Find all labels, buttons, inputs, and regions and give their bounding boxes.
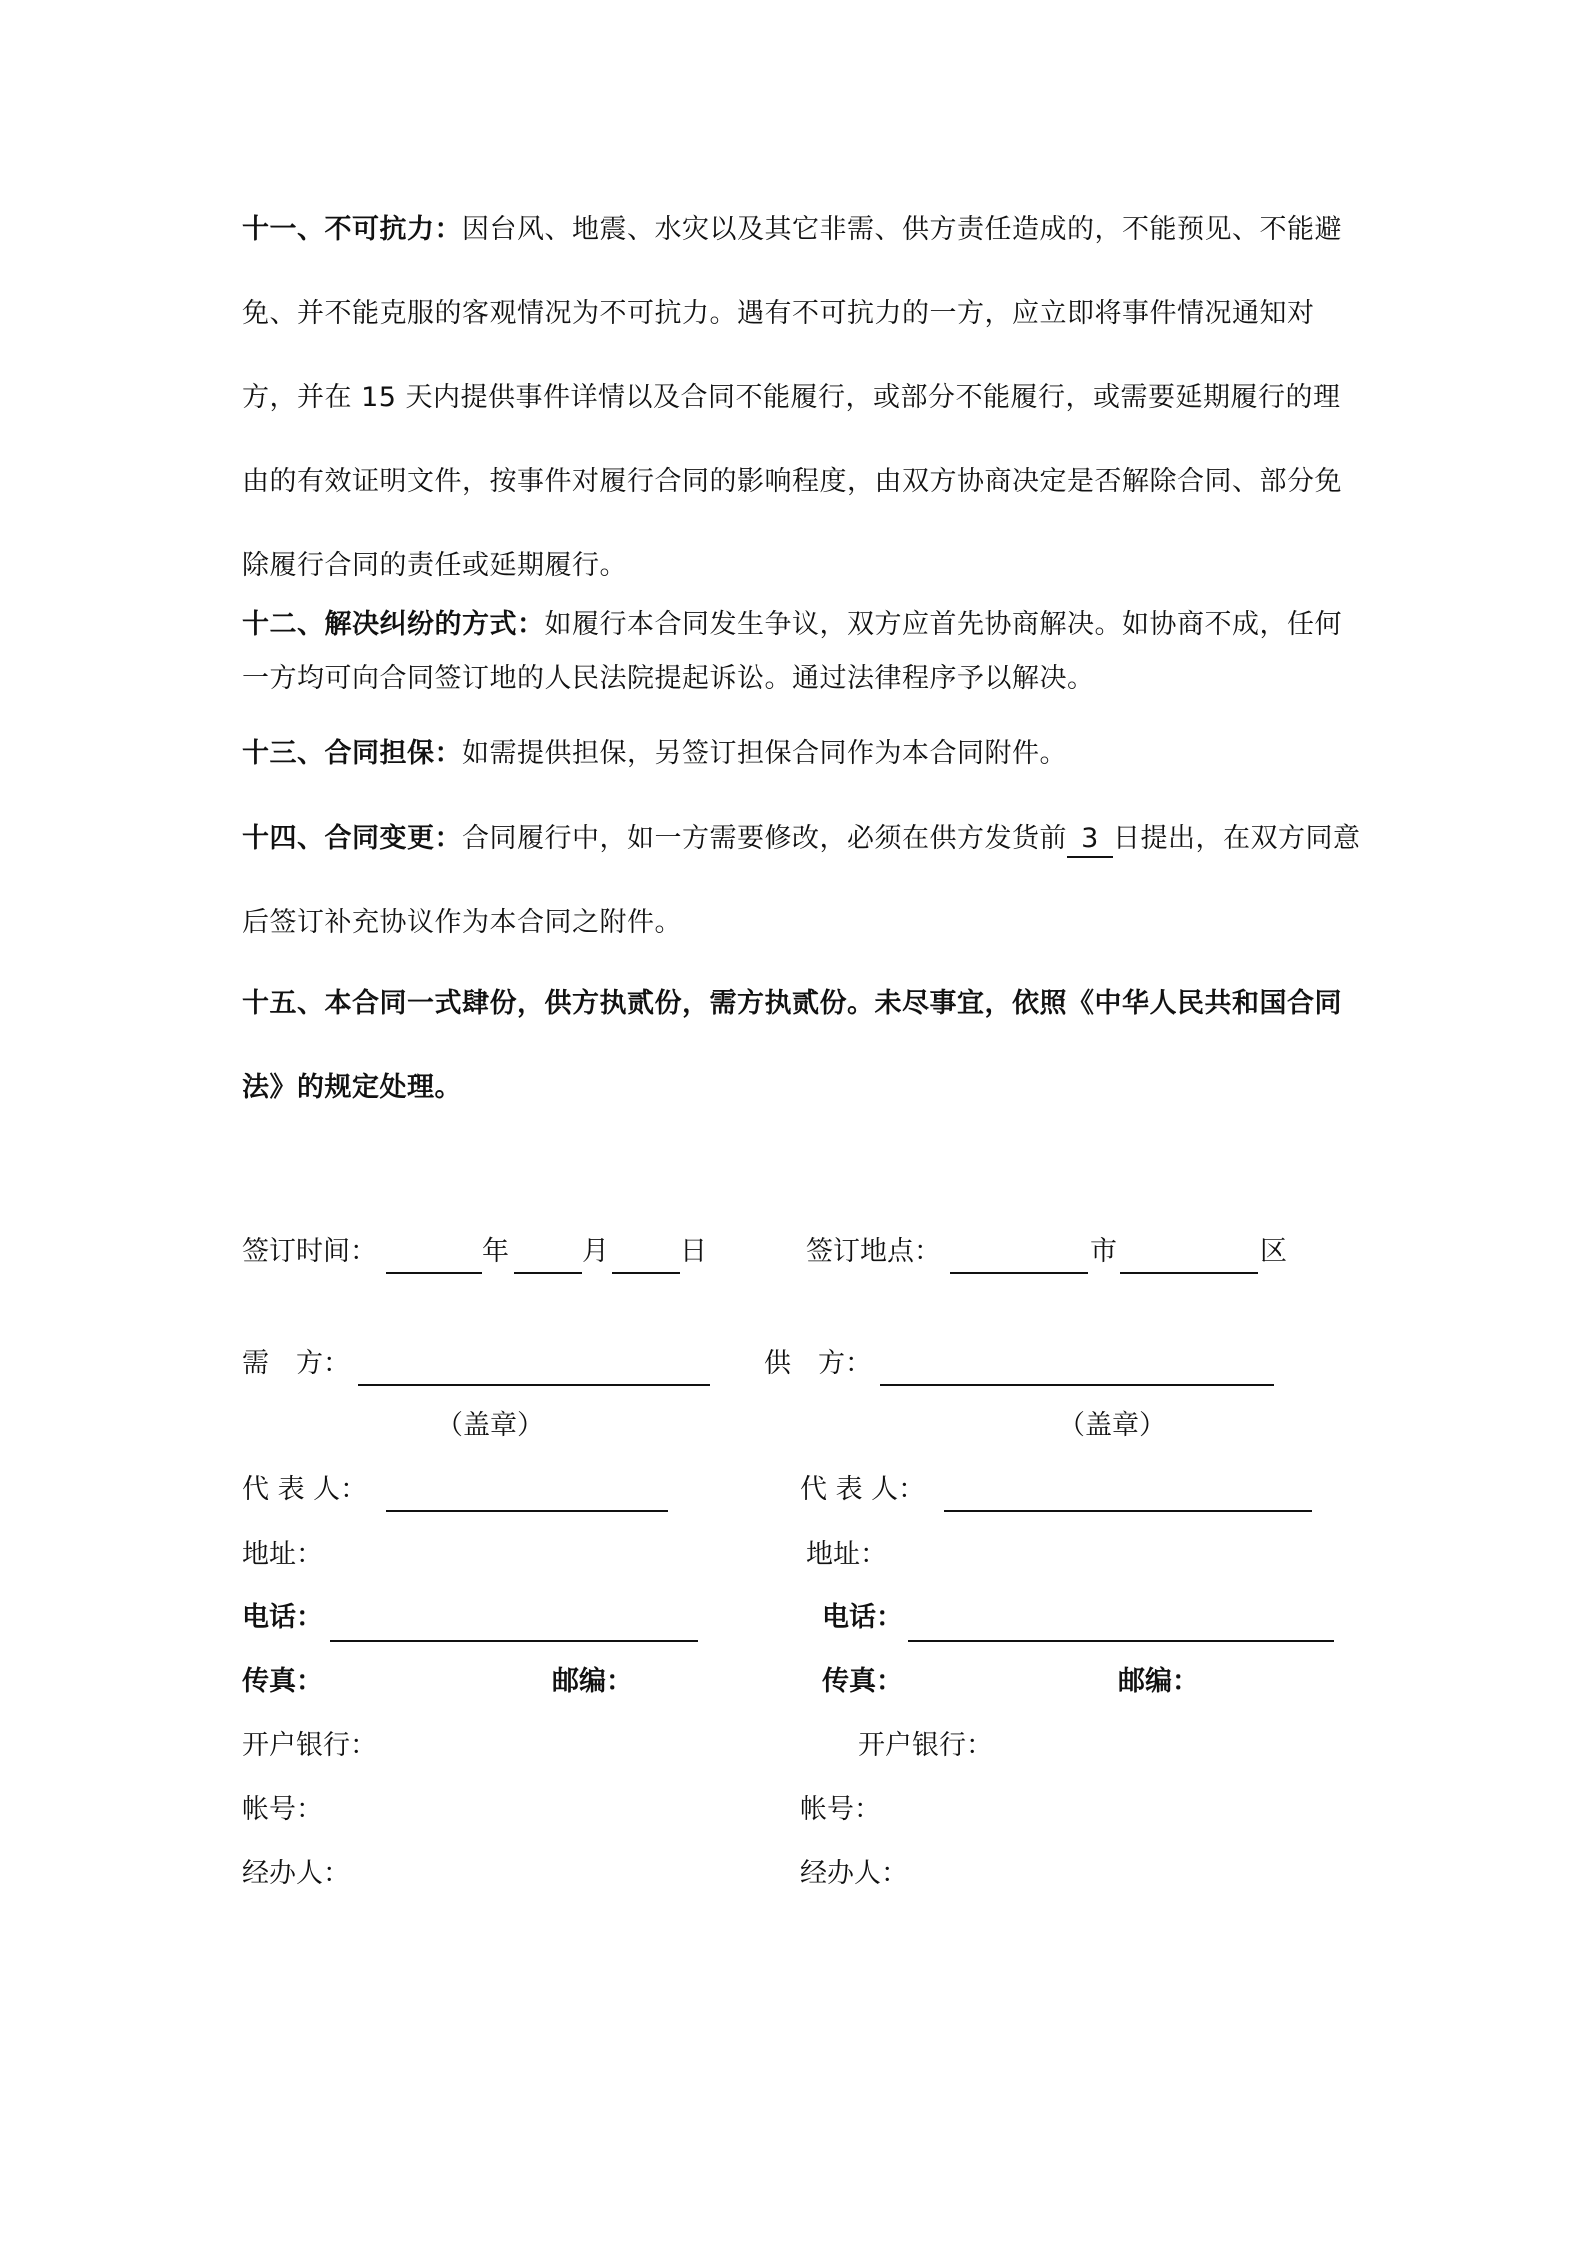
seller-label: 供 方： [764,1348,872,1379]
clause-14 [242,797,1367,965]
year-underline [386,1272,482,1274]
sign-time-label: 签订时间： [242,1236,377,1267]
clause-13-heading: 十三、合同担保： [242,738,462,769]
seller-fax-label: 传真： [822,1666,903,1697]
clause-12-body: 如履行本合同发生争议，双方应首先协商解决。如协商不成，任何一方均可向合同签订地的人民法院提起诉讼。通过法律程序予以解决。 [242,609,1342,694]
month-underline [514,1272,582,1274]
clause-13-body: 如需提供担保，另签订担保合同作为本合同附件。 [462,738,1067,769]
buyer-bank-label: 开户银行： [242,1730,377,1761]
clause-11-body: 因台风、地震、水灾以及其它非需、供方责任造成的，不能预见、不能避免、并不能克服的客观情况为不可抗力。遇有不可抗力的一方，应立即将事件情况通知对方，并在 15 天内提供事件详情以及合同不能履行，或部分不能履行，或需要延期履行的理由的有效证明文件，按事件对履行合同的影响程度，由双方协商决定是否解除合同、部分免除履行合同的责任或延期履行。 [242,214,1342,581]
clause-15: 十五、本合同一式肆份，供方执贰份，需方执贰份。未尽事宜，依照《中华人民共和国合同法》的规定处理。 [242,988,1342,1103]
seller-handler-label: 经办人： [800,1858,908,1889]
clause-11 [242,188,1367,608]
district-underline [1120,1272,1258,1274]
buyer-seal-label: （盖章） [436,1410,544,1441]
clause-14-body-after: 日提出，在双方同意后签订补充协议作为本合同之附件。 [242,823,1361,938]
seller-underline [880,1384,1274,1386]
buyer-fax-label: 传真： [242,1666,323,1697]
city-underline [950,1272,1088,1274]
sign-place-label: 签订地点： [806,1236,941,1267]
year-label: 年 [482,1236,509,1267]
district-label: 区 [1260,1236,1287,1267]
buyer-postcode-label: 邮编： [552,1666,633,1697]
buyer-rep-label: 代 表 人： [242,1474,368,1505]
clause-14-heading: 十四、合同变更： [242,823,462,854]
buyer-label: 需 方： [242,1348,350,1379]
buyer-handler-label: 经办人： [242,1858,350,1889]
day-label: 日 [680,1236,707,1267]
seller-account-label: 帐号： [800,1794,881,1825]
seller-rep-label: 代 表 人： [800,1474,926,1505]
buyer-phone-label: 电话： [242,1602,323,1633]
seller-bank-label: 开户银行： [858,1730,993,1761]
city-label: 市 [1090,1236,1117,1267]
seller-phone-label: 电话： [822,1602,903,1633]
clause-11-heading: 十一、不可抗力： [242,214,462,245]
clause-12-heading: 十二、解决纠纷的方式： [242,609,545,640]
day-underline [612,1272,680,1274]
buyer-account-label: 帐号： [242,1794,323,1825]
clause-13 [242,727,1367,781]
month-label: 月 [582,1236,609,1267]
seller-address-label: 地址： [806,1539,887,1570]
buyer-underline [358,1384,710,1386]
delivery-days-value: 3 [1067,822,1113,858]
buyer-rep-underline [386,1510,668,1512]
clause-12 [242,598,1367,706]
buyer-address-label: 地址： [242,1539,323,1570]
clause-14-body-before: 合同履行中，如一方需要修改，必须在供方发货前 [462,823,1067,854]
buyer-phone-underline [330,1640,698,1642]
seller-postcode-label: 邮编： [1118,1666,1199,1697]
seller-seal-label: （盖章） [1058,1410,1166,1441]
seller-rep-underline [944,1510,1312,1512]
seller-phone-underline [908,1640,1334,1642]
